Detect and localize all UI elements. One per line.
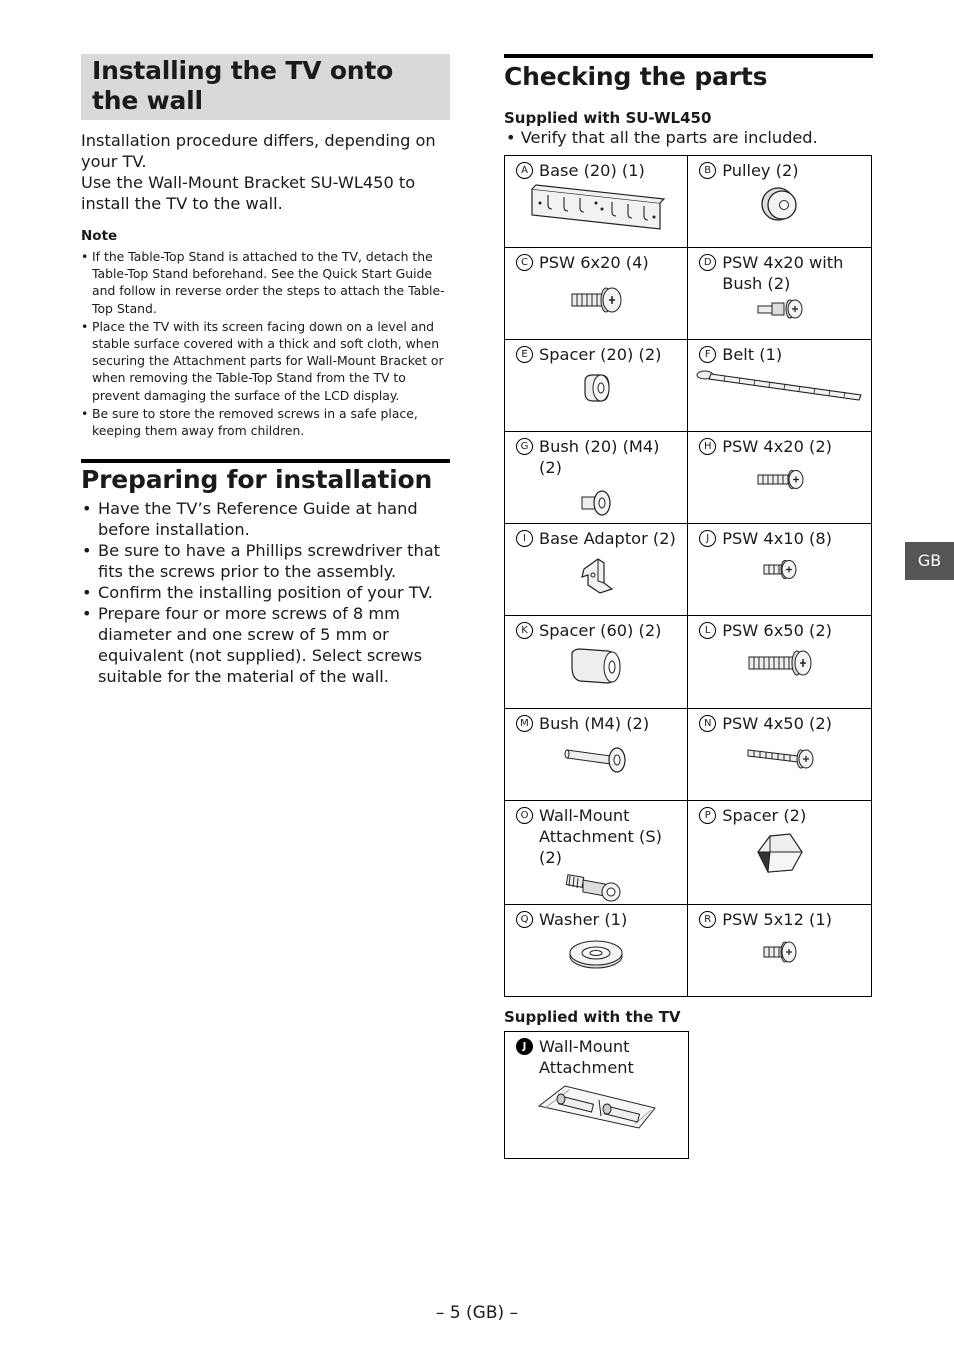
screw-icon [505,285,687,315]
part-cell-a [505,156,688,248]
part-cell-o [505,801,688,905]
part-cell-h [688,432,872,524]
part-cell-d [688,248,872,340]
part-cell-m [505,709,688,801]
base-adaptor-icon [505,553,687,597]
belt-icon [688,369,871,403]
part-cell-tv-attachment [505,1032,689,1159]
section-rule [504,54,873,58]
pulley-icon [688,185,871,223]
left-column [81,54,450,687]
bush-long-icon [505,742,687,774]
verify-label: Verify that all the parts are included. [520,128,818,147]
letter-b-badge: B [699,162,716,179]
note-item: • Place the TV with its screen facing down on a level and stable surface covered with a thick and soft cloth, when securing the Attachment parts for Wall-Mount Bracket or when removing the Table-Top Stand from the TV to prevent damaging the surface of the LCD display. [81,318,450,404]
part-cell-k [505,616,688,709]
part-label: Washer (1) [539,910,628,929]
part-label: Wall-Mount Attachment [539,1037,634,1077]
tv-parts-table [504,1031,689,1159]
part-label: Spacer (60) (2) [539,621,662,640]
install-intro-line-1: Installation procedure differs, depending on your TV. [81,131,436,171]
part-cell-p [688,801,872,905]
prepare-item: • Prepare four or more screws of 8 mm diameter and one screw of 5 mm or equivalent (not supplied). Select screws suitable for the material of the wall. [81,603,450,687]
letter-r-badge: R [699,911,716,928]
part-cell-l [688,616,872,709]
letter-a-badge: A [516,162,533,179]
part-label: Spacer (20) (2) [539,345,662,364]
part-cell-r [688,905,872,997]
prepare-item: • Be sure to have a Phillips screwdriver that fits the screws prior to the assembly. [81,540,450,582]
screw-icon [688,557,871,583]
note-item: • Be sure to store the removed screws in a safe place, keeping them away from children. [81,405,450,439]
part-label: Wall-Mount Attachment (S) (2) [539,806,662,867]
install-title: Installing the TV onto the wall [92,56,394,115]
letter-o-badge: O [516,807,533,824]
part-cell-e [505,340,688,432]
part-cell-i [505,524,688,616]
part-cell-q [505,905,688,997]
letter-h-badge: H [699,438,716,455]
bush-icon [505,488,687,518]
wall-mount-attachment-bag-icon [505,1082,688,1130]
section-rule [81,459,450,463]
spacer-block-icon [688,830,871,876]
spacer-icon [505,371,687,405]
parts-table [504,155,872,997]
page-number: – 5 (GB) – [435,1303,519,1323]
spacer-long-icon [505,645,687,685]
prepare-item: • Confirm the installing position of your TV. [81,582,450,603]
part-label: Bush (M4) (2) [539,714,650,733]
prepare-section [81,459,450,687]
screw-icon [688,467,871,493]
part-cell-f [688,340,872,432]
part-label: Belt (1) [722,345,783,364]
part-label: Spacer (2) [722,806,807,825]
letter-k-badge: K [516,622,533,639]
letter-d-badge: D [699,254,716,271]
part-label: Base (20) (1) [539,161,645,180]
note-list [81,248,450,439]
part-label: PSW 4x50 (2) [722,714,832,733]
verify-text: • Verify that all the parts are included. [506,128,818,147]
part-label: Bush (20) (M4) (2) [539,437,660,477]
part-label: PSW 4x20 (2) [722,437,832,456]
screw-icon [688,647,871,679]
part-cell-c [505,248,688,340]
letter-g-badge: G [516,438,533,455]
part-label: PSW 4x10 (8) [722,529,832,548]
note-item: • If the Table-Top Stand is attached to the TV, detach the Table-Top Stand beforehand. See the Quick Start Guide and follow in reverse order the steps to attach the Table-Top Stand. [81,248,450,317]
letter-i-badge: I [516,530,533,547]
letter-j-badge: J [699,530,716,547]
screw-long-icon [688,744,871,770]
language-tab: GB [905,542,954,580]
install-intro-line-2: Use the Wall-Mount Bracket SU-WL450 to install the TV to the wall. [81,173,416,213]
right-column [504,54,873,1159]
part-cell-b [688,156,872,248]
part-cell-g [505,432,688,524]
letter-p-badge: P [699,807,716,824]
part-label: PSW 6x20 (4) [539,253,649,272]
part-label: PSW 6x50 (2) [722,621,832,640]
note-title: Note [81,228,118,244]
base-bracket-icon [505,181,687,235]
part-cell-n [688,709,872,801]
screw-icon [688,938,871,966]
letter-n-badge: N [699,715,716,732]
washer-icon [505,938,687,970]
prepare-item: • Have the TV’s Reference Guide at hand before installation. [81,498,450,540]
supplied-title: Supplied with SU-WL450 [504,109,712,127]
screw-with-bush-icon [688,297,871,321]
part-label: Pulley (2) [722,161,799,180]
prepare-list [81,498,450,687]
letter-l-badge: L [699,622,716,639]
letter-m-badge: M [516,715,533,732]
install-heading-box [81,54,450,120]
letter-e-badge: E [516,346,533,363]
parts-title: Checking the parts [504,62,768,91]
part-cell-j [688,524,872,616]
part-label: Base Adaptor (2) [539,529,676,548]
part-label: PSW 4x20 with Bush (2) [722,253,844,293]
letter-q-badge: Q [516,911,533,928]
install-intro [81,130,450,214]
tv-supplied-title: Supplied with the TV [504,1008,681,1026]
prepare-title: Preparing for installation [81,465,433,495]
letter-f-badge: F [699,346,716,363]
letter-j-solid-badge: J [516,1038,533,1055]
part-label: PSW 5x12 (1) [722,910,832,929]
letter-c-badge: C [516,254,533,271]
attachment-icon [505,870,687,904]
